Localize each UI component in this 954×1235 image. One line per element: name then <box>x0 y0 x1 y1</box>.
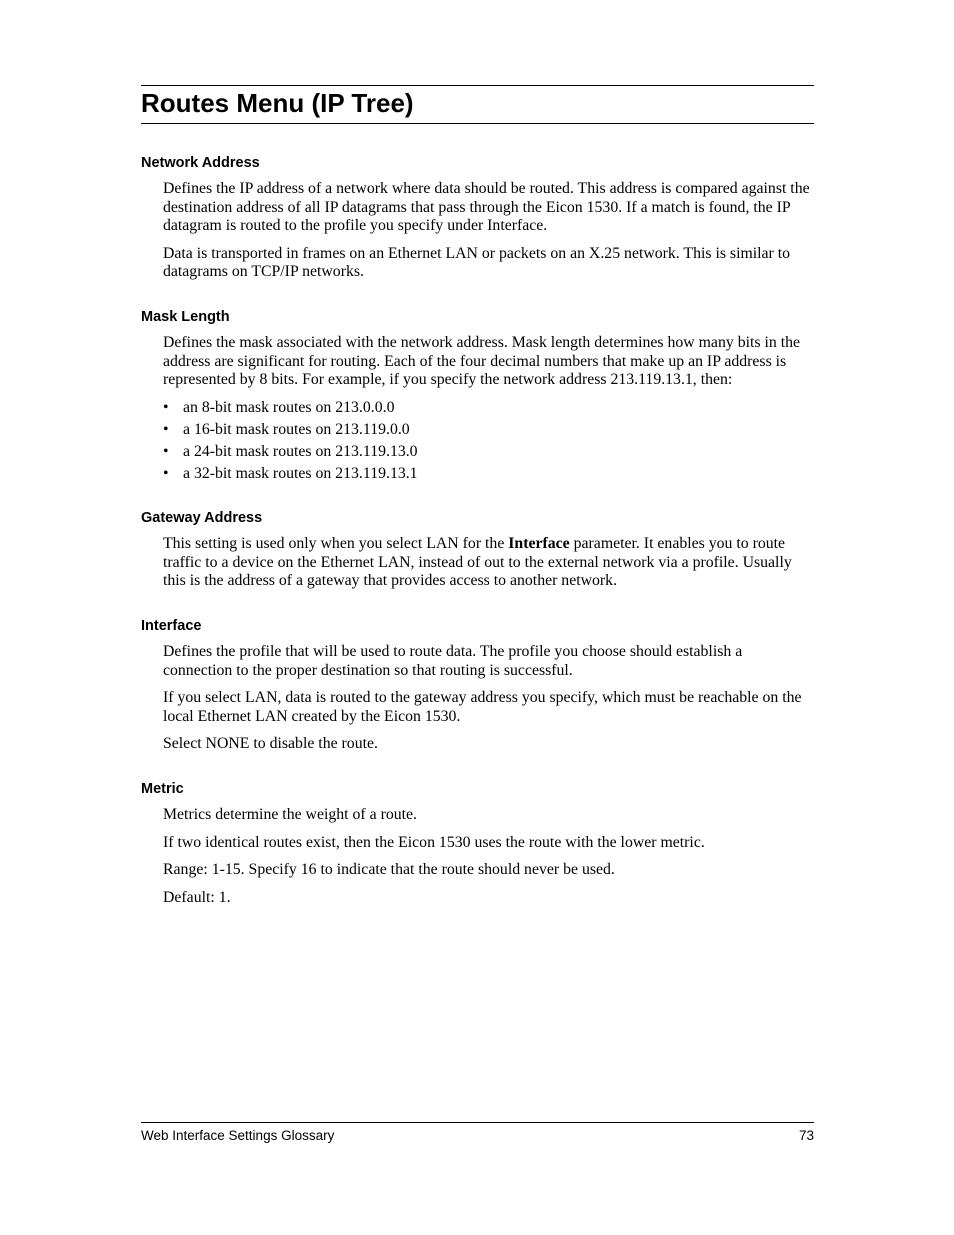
paragraph: Select NONE to disable the route. <box>163 735 378 753</box>
paragraph: Metrics determine the weight of a route. <box>163 806 417 824</box>
list-item <box>163 399 814 418</box>
list-item-text: an 8-bit mask routes on 213.0.0.0 <box>183 398 395 416</box>
list-item-text: a 24-bit mask routes on 213.119.13.0 <box>183 442 418 460</box>
paragraph: Defines the IP address of a network where data should be routed. This address is compared against the destination address of all IP datagrams that pass through the Eicon 1530. If a match is found, the IP datagram is routed to the profile you specify under Interface. <box>163 180 810 235</box>
bullet-icon: • <box>163 464 169 482</box>
paragraph: If two identical routes exist, then the Eicon 1530 uses the route with the lower metric. <box>163 833 705 851</box>
bullet-icon: • <box>163 442 169 460</box>
list-item <box>163 465 814 484</box>
paragraph <box>163 535 814 591</box>
paragraph: If you select LAN, data is routed to the gateway address you specify, which must be reachable on the local Ethernet LAN created by the Eicon 1530. <box>163 689 802 725</box>
list-item-text: a 32-bit mask routes on 213.119.13.1 <box>183 464 418 482</box>
section-metric <box>141 780 814 907</box>
list-item <box>163 443 814 462</box>
bullet-list <box>163 399 814 484</box>
bullet-icon: • <box>163 398 169 416</box>
list-item-text: a 16-bit mask routes on 213.119.0.0 <box>183 420 410 438</box>
section-interface <box>141 617 814 754</box>
section-heading: Interface <box>141 618 202 635</box>
section-heading: Network Address <box>141 155 260 171</box>
paragraph: Defines the profile that will be used to route data. The profile you choose should establish a connection to the proper destination so that routing is successful. <box>163 643 743 679</box>
paragraph: Default: 1. <box>163 888 231 906</box>
section-mask-length <box>141 308 814 483</box>
paragraph: Data is transported in frames on an Ethernet LAN or packets on an X.25 network. This is similar to datagrams on TCP/IP networks. <box>163 244 791 281</box>
text-run: parameter. It enables you to route traffic to a device on the Ethernet LAN, instead of out to the external network via a profile. Usually this is the address of a gateway that provides access to another network. <box>163 535 792 590</box>
text-run: This setting is used only when you select LAN for the <box>163 535 509 553</box>
paragraph: Range: 1-15. Specify 16 to indicate that the route should never be used. <box>163 861 615 879</box>
footer-rule <box>141 1122 814 1123</box>
page-title: Routes Menu (IP Tree) <box>141 88 414 118</box>
section-heading: Metric <box>141 781 184 798</box>
section-gateway-address <box>141 509 814 591</box>
list-item <box>163 421 814 440</box>
title-bottom-rule <box>141 123 814 124</box>
page-content <box>141 154 814 933</box>
section-network-address <box>141 154 814 282</box>
paragraph: Defines the mask associated with the network address. Mask length determines how many bits in the address are significant for routing. Each of the four decimal numbers that make up an IP address is represented by 8 bits. For example, if you specify the network address 213.119.13.1, then: <box>163 333 800 389</box>
footer-title: Web Interface Settings Glossary <box>141 1128 335 1143</box>
page-number: 73 <box>798 1128 814 1143</box>
section-heading: Mask Length <box>141 308 230 325</box>
bullet-icon: • <box>163 420 169 438</box>
bold-term: Interface <box>508 535 570 553</box>
section-heading: Gateway Address <box>141 510 263 527</box>
